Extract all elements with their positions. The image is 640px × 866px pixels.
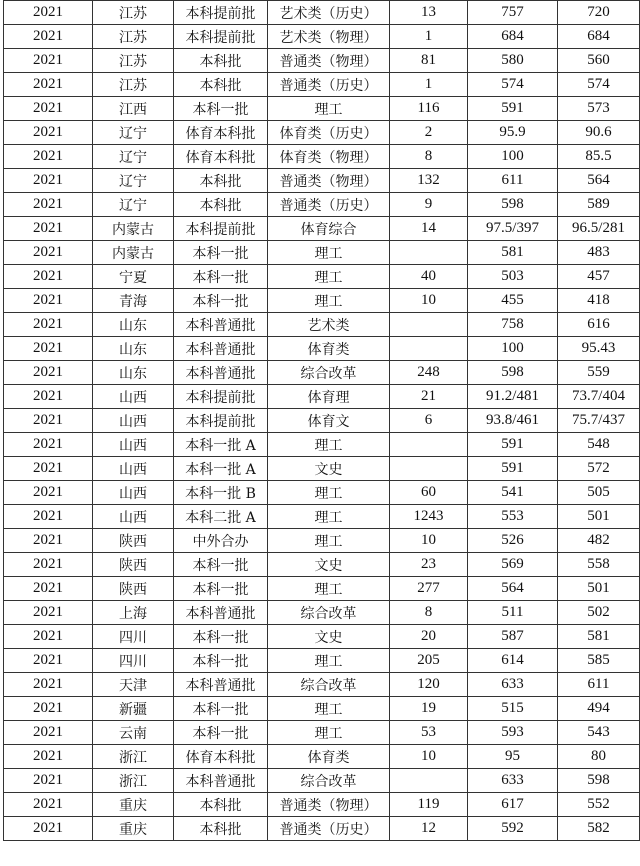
enrollment-cell: 132 [390, 169, 468, 193]
year-cell: 2021 [4, 145, 93, 169]
max-score-cell: 97.5/397 [468, 217, 558, 241]
table-row [4, 121, 640, 145]
batch-cell: 本科一批 [174, 649, 268, 673]
enrollment-cell: 1 [390, 25, 468, 49]
batch-cell: 本科提前批 [174, 385, 268, 409]
province-cell: 辽宁 [93, 193, 174, 217]
table-row [4, 193, 640, 217]
batch-cell: 本科提前批 [174, 409, 268, 433]
year-cell: 2021 [4, 25, 93, 49]
category-cell: 体育类 [268, 337, 390, 361]
province-cell: 山东 [93, 361, 174, 385]
table-row [4, 265, 640, 289]
category-cell: 文史 [268, 625, 390, 649]
enrollment-cell: 120 [390, 673, 468, 697]
batch-cell: 体育本科批 [174, 745, 268, 769]
year-cell: 2021 [4, 241, 93, 265]
province-cell: 浙江 [93, 769, 174, 793]
province-cell: 山西 [93, 433, 174, 457]
max-score-cell: 593 [468, 721, 558, 745]
table-row [4, 169, 640, 193]
max-score-cell: 93.8/461 [468, 409, 558, 433]
category-cell: 普通类（历史） [268, 73, 390, 97]
year-cell: 2021 [4, 1, 93, 25]
batch-cell: 本科一批 A [174, 433, 268, 457]
province-cell: 内蒙古 [93, 217, 174, 241]
year-cell: 2021 [4, 289, 93, 313]
category-cell: 理工 [268, 649, 390, 673]
min-score-cell: 574 [558, 73, 640, 97]
province-cell: 宁夏 [93, 265, 174, 289]
province-cell: 新疆 [93, 697, 174, 721]
year-cell: 2021 [4, 769, 93, 793]
table-row [4, 625, 640, 649]
batch-cell: 本科批 [174, 49, 268, 73]
batch-cell: 本科一批 [174, 241, 268, 265]
max-score-cell: 592 [468, 817, 558, 841]
min-score-cell: 95.43 [558, 337, 640, 361]
max-score-cell: 614 [468, 649, 558, 673]
min-score-cell: 482 [558, 529, 640, 553]
enrollment-cell: 60 [390, 481, 468, 505]
table-row [4, 601, 640, 625]
min-score-cell: 501 [558, 505, 640, 529]
max-score-cell: 591 [468, 433, 558, 457]
category-cell: 理工 [268, 433, 390, 457]
min-score-cell: 564 [558, 169, 640, 193]
category-cell: 普通类（物理） [268, 169, 390, 193]
province-cell: 山西 [93, 481, 174, 505]
category-cell: 体育理 [268, 385, 390, 409]
table-row [4, 289, 640, 313]
min-score-cell: 585 [558, 649, 640, 673]
enrollment-cell: 23 [390, 553, 468, 577]
table-row [4, 817, 640, 841]
table-row [4, 457, 640, 481]
category-cell: 普通类（历史） [268, 817, 390, 841]
min-score-cell: 502 [558, 601, 640, 625]
min-score-cell: 589 [558, 193, 640, 217]
category-cell: 综合改革 [268, 361, 390, 385]
batch-cell: 本科一批 [174, 577, 268, 601]
enrollment-cell: 81 [390, 49, 468, 73]
max-score-cell: 611 [468, 169, 558, 193]
table-row [4, 337, 640, 361]
province-cell: 四川 [93, 625, 174, 649]
province-cell: 陕西 [93, 553, 174, 577]
table-row [4, 361, 640, 385]
enrollment-cell [390, 241, 468, 265]
batch-cell: 本科批 [174, 817, 268, 841]
max-score-cell: 591 [468, 97, 558, 121]
enrollment-cell: 8 [390, 601, 468, 625]
batch-cell: 本科普通批 [174, 361, 268, 385]
enrollment-cell: 277 [390, 577, 468, 601]
province-cell: 辽宁 [93, 121, 174, 145]
table-row [4, 25, 640, 49]
year-cell: 2021 [4, 265, 93, 289]
min-score-cell: 581 [558, 625, 640, 649]
year-cell: 2021 [4, 745, 93, 769]
table-row [4, 385, 640, 409]
year-cell: 2021 [4, 193, 93, 217]
category-cell: 综合改革 [268, 601, 390, 625]
enrollment-cell: 10 [390, 745, 468, 769]
batch-cell: 本科一批 [174, 97, 268, 121]
batch-cell: 本科批 [174, 793, 268, 817]
enrollment-cell: 14 [390, 217, 468, 241]
category-cell: 理工 [268, 241, 390, 265]
max-score-cell: 574 [468, 73, 558, 97]
category-cell: 体育类 [268, 745, 390, 769]
max-score-cell: 511 [468, 601, 558, 625]
min-score-cell: 720 [558, 1, 640, 25]
table-row [4, 313, 640, 337]
min-score-cell: 80 [558, 745, 640, 769]
table-row [4, 577, 640, 601]
admission-score-table [3, 0, 640, 841]
province-cell: 重庆 [93, 817, 174, 841]
year-cell: 2021 [4, 49, 93, 73]
table-row [4, 97, 640, 121]
batch-cell: 本科普通批 [174, 337, 268, 361]
year-cell: 2021 [4, 577, 93, 601]
enrollment-cell: 1243 [390, 505, 468, 529]
batch-cell: 本科一批 A [174, 457, 268, 481]
table-row [4, 697, 640, 721]
batch-cell: 体育本科批 [174, 145, 268, 169]
max-score-cell: 587 [468, 625, 558, 649]
province-cell: 天津 [93, 673, 174, 697]
max-score-cell: 598 [468, 361, 558, 385]
province-cell: 江苏 [93, 73, 174, 97]
min-score-cell: 572 [558, 457, 640, 481]
year-cell: 2021 [4, 361, 93, 385]
province-cell: 内蒙古 [93, 241, 174, 265]
max-score-cell: 455 [468, 289, 558, 313]
table-body [4, 1, 640, 841]
category-cell: 理工 [268, 721, 390, 745]
province-cell: 山西 [93, 385, 174, 409]
enrollment-cell: 10 [390, 529, 468, 553]
category-cell: 理工 [268, 697, 390, 721]
max-score-cell: 684 [468, 25, 558, 49]
table-row [4, 793, 640, 817]
min-score-cell: 457 [558, 265, 640, 289]
batch-cell: 本科提前批 [174, 25, 268, 49]
max-score-cell: 633 [468, 673, 558, 697]
year-cell: 2021 [4, 481, 93, 505]
min-score-cell: 559 [558, 361, 640, 385]
min-score-cell: 494 [558, 697, 640, 721]
province-cell: 江苏 [93, 1, 174, 25]
table-row [4, 1, 640, 25]
batch-cell: 本科二批 A [174, 505, 268, 529]
category-cell: 体育文 [268, 409, 390, 433]
category-cell: 理工 [268, 577, 390, 601]
batch-cell: 本科一批 [174, 289, 268, 313]
category-cell: 体育类（历史） [268, 121, 390, 145]
max-score-cell: 553 [468, 505, 558, 529]
table-row [4, 49, 640, 73]
year-cell: 2021 [4, 97, 93, 121]
batch-cell: 中外合办 [174, 529, 268, 553]
table-row [4, 529, 640, 553]
min-score-cell: 75.7/437 [558, 409, 640, 433]
min-score-cell: 548 [558, 433, 640, 457]
category-cell: 普通类（历史） [268, 193, 390, 217]
max-score-cell: 581 [468, 241, 558, 265]
max-score-cell: 91.2/481 [468, 385, 558, 409]
province-cell: 四川 [93, 649, 174, 673]
year-cell: 2021 [4, 697, 93, 721]
max-score-cell: 503 [468, 265, 558, 289]
max-score-cell: 569 [468, 553, 558, 577]
min-score-cell: 501 [558, 577, 640, 601]
min-score-cell: 552 [558, 793, 640, 817]
province-cell: 山东 [93, 337, 174, 361]
province-cell: 青海 [93, 289, 174, 313]
year-cell: 2021 [4, 649, 93, 673]
province-cell: 上海 [93, 601, 174, 625]
province-cell: 重庆 [93, 793, 174, 817]
province-cell: 江苏 [93, 49, 174, 73]
enrollment-cell: 116 [390, 97, 468, 121]
max-score-cell: 564 [468, 577, 558, 601]
year-cell: 2021 [4, 169, 93, 193]
table-row [4, 745, 640, 769]
table-row [4, 217, 640, 241]
table-row [4, 241, 640, 265]
enrollment-cell: 1 [390, 73, 468, 97]
max-score-cell: 95.9 [468, 121, 558, 145]
min-score-cell: 616 [558, 313, 640, 337]
min-score-cell: 558 [558, 553, 640, 577]
table-row [4, 433, 640, 457]
batch-cell: 本科批 [174, 193, 268, 217]
enrollment-cell: 10 [390, 289, 468, 313]
category-cell: 理工 [268, 505, 390, 529]
enrollment-cell: 12 [390, 817, 468, 841]
category-cell: 理工 [268, 529, 390, 553]
table-row [4, 553, 640, 577]
year-cell: 2021 [4, 433, 93, 457]
category-cell: 艺术类（物理） [268, 25, 390, 49]
province-cell: 江西 [93, 97, 174, 121]
max-score-cell: 515 [468, 697, 558, 721]
category-cell: 理工 [268, 265, 390, 289]
min-score-cell: 611 [558, 673, 640, 697]
enrollment-cell [390, 313, 468, 337]
max-score-cell: 591 [468, 457, 558, 481]
max-score-cell: 758 [468, 313, 558, 337]
max-score-cell: 100 [468, 145, 558, 169]
year-cell: 2021 [4, 385, 93, 409]
year-cell: 2021 [4, 337, 93, 361]
province-cell: 云南 [93, 721, 174, 745]
year-cell: 2021 [4, 217, 93, 241]
enrollment-cell: 119 [390, 793, 468, 817]
province-cell: 山东 [93, 313, 174, 337]
province-cell: 浙江 [93, 745, 174, 769]
year-cell: 2021 [4, 457, 93, 481]
category-cell: 综合改革 [268, 673, 390, 697]
max-score-cell: 757 [468, 1, 558, 25]
min-score-cell: 505 [558, 481, 640, 505]
min-score-cell: 90.6 [558, 121, 640, 145]
batch-cell: 本科提前批 [174, 217, 268, 241]
province-cell: 辽宁 [93, 145, 174, 169]
year-cell: 2021 [4, 793, 93, 817]
year-cell: 2021 [4, 673, 93, 697]
year-cell: 2021 [4, 529, 93, 553]
batch-cell: 本科提前批 [174, 1, 268, 25]
province-cell: 山西 [93, 409, 174, 433]
enrollment-cell: 21 [390, 385, 468, 409]
max-score-cell: 580 [468, 49, 558, 73]
province-cell: 江苏 [93, 25, 174, 49]
year-cell: 2021 [4, 121, 93, 145]
category-cell: 普通类（物理） [268, 793, 390, 817]
min-score-cell: 582 [558, 817, 640, 841]
category-cell: 体育类（物理） [268, 145, 390, 169]
table-row [4, 721, 640, 745]
enrollment-cell: 19 [390, 697, 468, 721]
max-score-cell: 633 [468, 769, 558, 793]
batch-cell: 本科一批 [174, 553, 268, 577]
category-cell: 综合改革 [268, 769, 390, 793]
year-cell: 2021 [4, 505, 93, 529]
year-cell: 2021 [4, 817, 93, 841]
category-cell: 理工 [268, 97, 390, 121]
min-score-cell: 96.5/281 [558, 217, 640, 241]
batch-cell: 本科普通批 [174, 601, 268, 625]
min-score-cell: 73.7/404 [558, 385, 640, 409]
category-cell: 艺术类 [268, 313, 390, 337]
year-cell: 2021 [4, 73, 93, 97]
enrollment-cell: 9 [390, 193, 468, 217]
year-cell: 2021 [4, 313, 93, 337]
batch-cell: 本科批 [174, 73, 268, 97]
table-row [4, 673, 640, 697]
min-score-cell: 573 [558, 97, 640, 121]
category-cell: 普通类（物理） [268, 49, 390, 73]
enrollment-cell: 205 [390, 649, 468, 673]
table-row [4, 481, 640, 505]
batch-cell: 本科一批 [174, 265, 268, 289]
min-score-cell: 85.5 [558, 145, 640, 169]
table-row [4, 145, 640, 169]
category-cell: 体育综合 [268, 217, 390, 241]
year-cell: 2021 [4, 625, 93, 649]
enrollment-cell [390, 769, 468, 793]
batch-cell: 本科普通批 [174, 313, 268, 337]
max-score-cell: 100 [468, 337, 558, 361]
max-score-cell: 617 [468, 793, 558, 817]
province-cell: 陕西 [93, 577, 174, 601]
enrollment-cell: 2 [390, 121, 468, 145]
table-row [4, 649, 640, 673]
enrollment-cell [390, 457, 468, 481]
batch-cell: 本科批 [174, 169, 268, 193]
year-cell: 2021 [4, 601, 93, 625]
batch-cell: 本科一批 B [174, 481, 268, 505]
enrollment-cell: 8 [390, 145, 468, 169]
table-row [4, 409, 640, 433]
enrollment-cell: 6 [390, 409, 468, 433]
min-score-cell: 684 [558, 25, 640, 49]
province-cell: 辽宁 [93, 169, 174, 193]
year-cell: 2021 [4, 721, 93, 745]
max-score-cell: 541 [468, 481, 558, 505]
min-score-cell: 483 [558, 241, 640, 265]
table-row [4, 769, 640, 793]
batch-cell: 体育本科批 [174, 121, 268, 145]
max-score-cell: 598 [468, 193, 558, 217]
enrollment-cell [390, 433, 468, 457]
enrollment-cell: 13 [390, 1, 468, 25]
category-cell: 文史 [268, 457, 390, 481]
enrollment-cell: 53 [390, 721, 468, 745]
max-score-cell: 526 [468, 529, 558, 553]
category-cell: 理工 [268, 481, 390, 505]
category-cell: 艺术类（历史） [268, 1, 390, 25]
table-row [4, 73, 640, 97]
enrollment-cell: 20 [390, 625, 468, 649]
min-score-cell: 418 [558, 289, 640, 313]
year-cell: 2021 [4, 409, 93, 433]
batch-cell: 本科一批 [174, 697, 268, 721]
year-cell: 2021 [4, 553, 93, 577]
enrollment-cell: 248 [390, 361, 468, 385]
enrollment-cell [390, 337, 468, 361]
table-row [4, 505, 640, 529]
max-score-cell: 95 [468, 745, 558, 769]
category-cell: 理工 [268, 289, 390, 313]
batch-cell: 本科普通批 [174, 769, 268, 793]
batch-cell: 本科普通批 [174, 673, 268, 697]
min-score-cell: 598 [558, 769, 640, 793]
min-score-cell: 560 [558, 49, 640, 73]
province-cell: 陕西 [93, 529, 174, 553]
enrollment-cell: 40 [390, 265, 468, 289]
category-cell: 文史 [268, 553, 390, 577]
batch-cell: 本科一批 [174, 625, 268, 649]
min-score-cell: 543 [558, 721, 640, 745]
province-cell: 山西 [93, 457, 174, 481]
batch-cell: 本科一批 [174, 721, 268, 745]
province-cell: 山西 [93, 505, 174, 529]
